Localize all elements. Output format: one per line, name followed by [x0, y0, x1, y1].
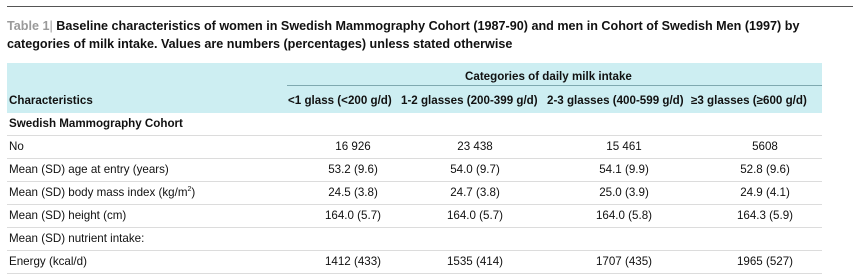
- table-cell: 24.5 (3.8): [328, 186, 378, 199]
- column-header-3: 2-3 glasses (400-599 g/d): [547, 94, 684, 107]
- table-cell: 1965 (527): [736, 255, 794, 268]
- table-cell: 164.0 (5.8): [595, 209, 653, 222]
- table-row-nutrient: [7, 228, 822, 251]
- table-cell: 23 438: [457, 140, 493, 153]
- table-cell: 164.0 (5.7): [324, 209, 382, 222]
- column-group-label: Categories of daily milk intake: [465, 70, 632, 83]
- table-row-bmi: [7, 182, 822, 205]
- table-cell: 16 926: [335, 140, 371, 153]
- column-header-2: 1-2 glasses (200-399 g/d): [401, 94, 538, 107]
- table-cell: 5608: [752, 140, 778, 153]
- table-cell: 54.0 (9.7): [450, 163, 500, 176]
- row-label: Mean (SD) nutrient intake:: [9, 232, 145, 245]
- table-cell: 24.7 (3.8): [450, 186, 500, 199]
- top-rule: [7, 6, 853, 7]
- column-header-1: <1 glass (<200 g/d): [288, 94, 392, 107]
- section-row-smc: [7, 113, 822, 136]
- table-cell: 164.3 (5.9): [736, 209, 794, 222]
- row-label: [9, 186, 195, 199]
- row-label: Mean (SD) height (cm): [9, 209, 127, 222]
- table-cell: 54.1 (9.9): [599, 163, 649, 176]
- row-label: Energy (kcal/d): [9, 255, 87, 268]
- header-group-rule: [287, 85, 822, 86]
- row-label: Mean (SD) age at entry (years): [9, 163, 169, 176]
- table-caption: [7, 17, 853, 53]
- table-cell: 1535 (414): [446, 255, 504, 268]
- caption-text: Baseline characteristics of women in Swedish Mammography Cohort (1987-90) and men in Cohort of Swedish Men (1997) by categories of milk intake. Values are numbers (percentages) unless stated otherwise: [7, 19, 800, 51]
- caption-separator: |: [49, 19, 53, 33]
- row-label: No: [9, 140, 24, 153]
- row-label-text: Mean (SD) body mass index (kg/m: [9, 186, 188, 199]
- table-number: Table 1: [7, 19, 50, 33]
- characteristics-header: Characteristics: [9, 94, 93, 107]
- row-label-suffix: ): [191, 186, 196, 199]
- table-row-age: [7, 159, 822, 182]
- table-cell: 164.0 (5.7): [446, 209, 504, 222]
- table-cell: 1412 (433): [324, 255, 382, 268]
- section-label: Swedish Mammography Cohort: [9, 117, 183, 130]
- table-cell: 53.2 (9.6): [328, 163, 378, 176]
- superscript: 2: [187, 186, 192, 194]
- table-row-energy: [7, 251, 822, 274]
- table-cell: 52.8 (9.6): [740, 163, 790, 176]
- table-cell: 1707 (435): [595, 255, 653, 268]
- table-row-height: [7, 205, 822, 228]
- table-cell: 15 461: [606, 140, 642, 153]
- column-header-4: ≥3 glasses (≥600 g/d): [691, 94, 807, 107]
- table-cell: 24.9 (4.1): [740, 186, 790, 199]
- table-cell: 25.0 (3.9): [599, 186, 649, 199]
- table-row-no: [7, 136, 822, 159]
